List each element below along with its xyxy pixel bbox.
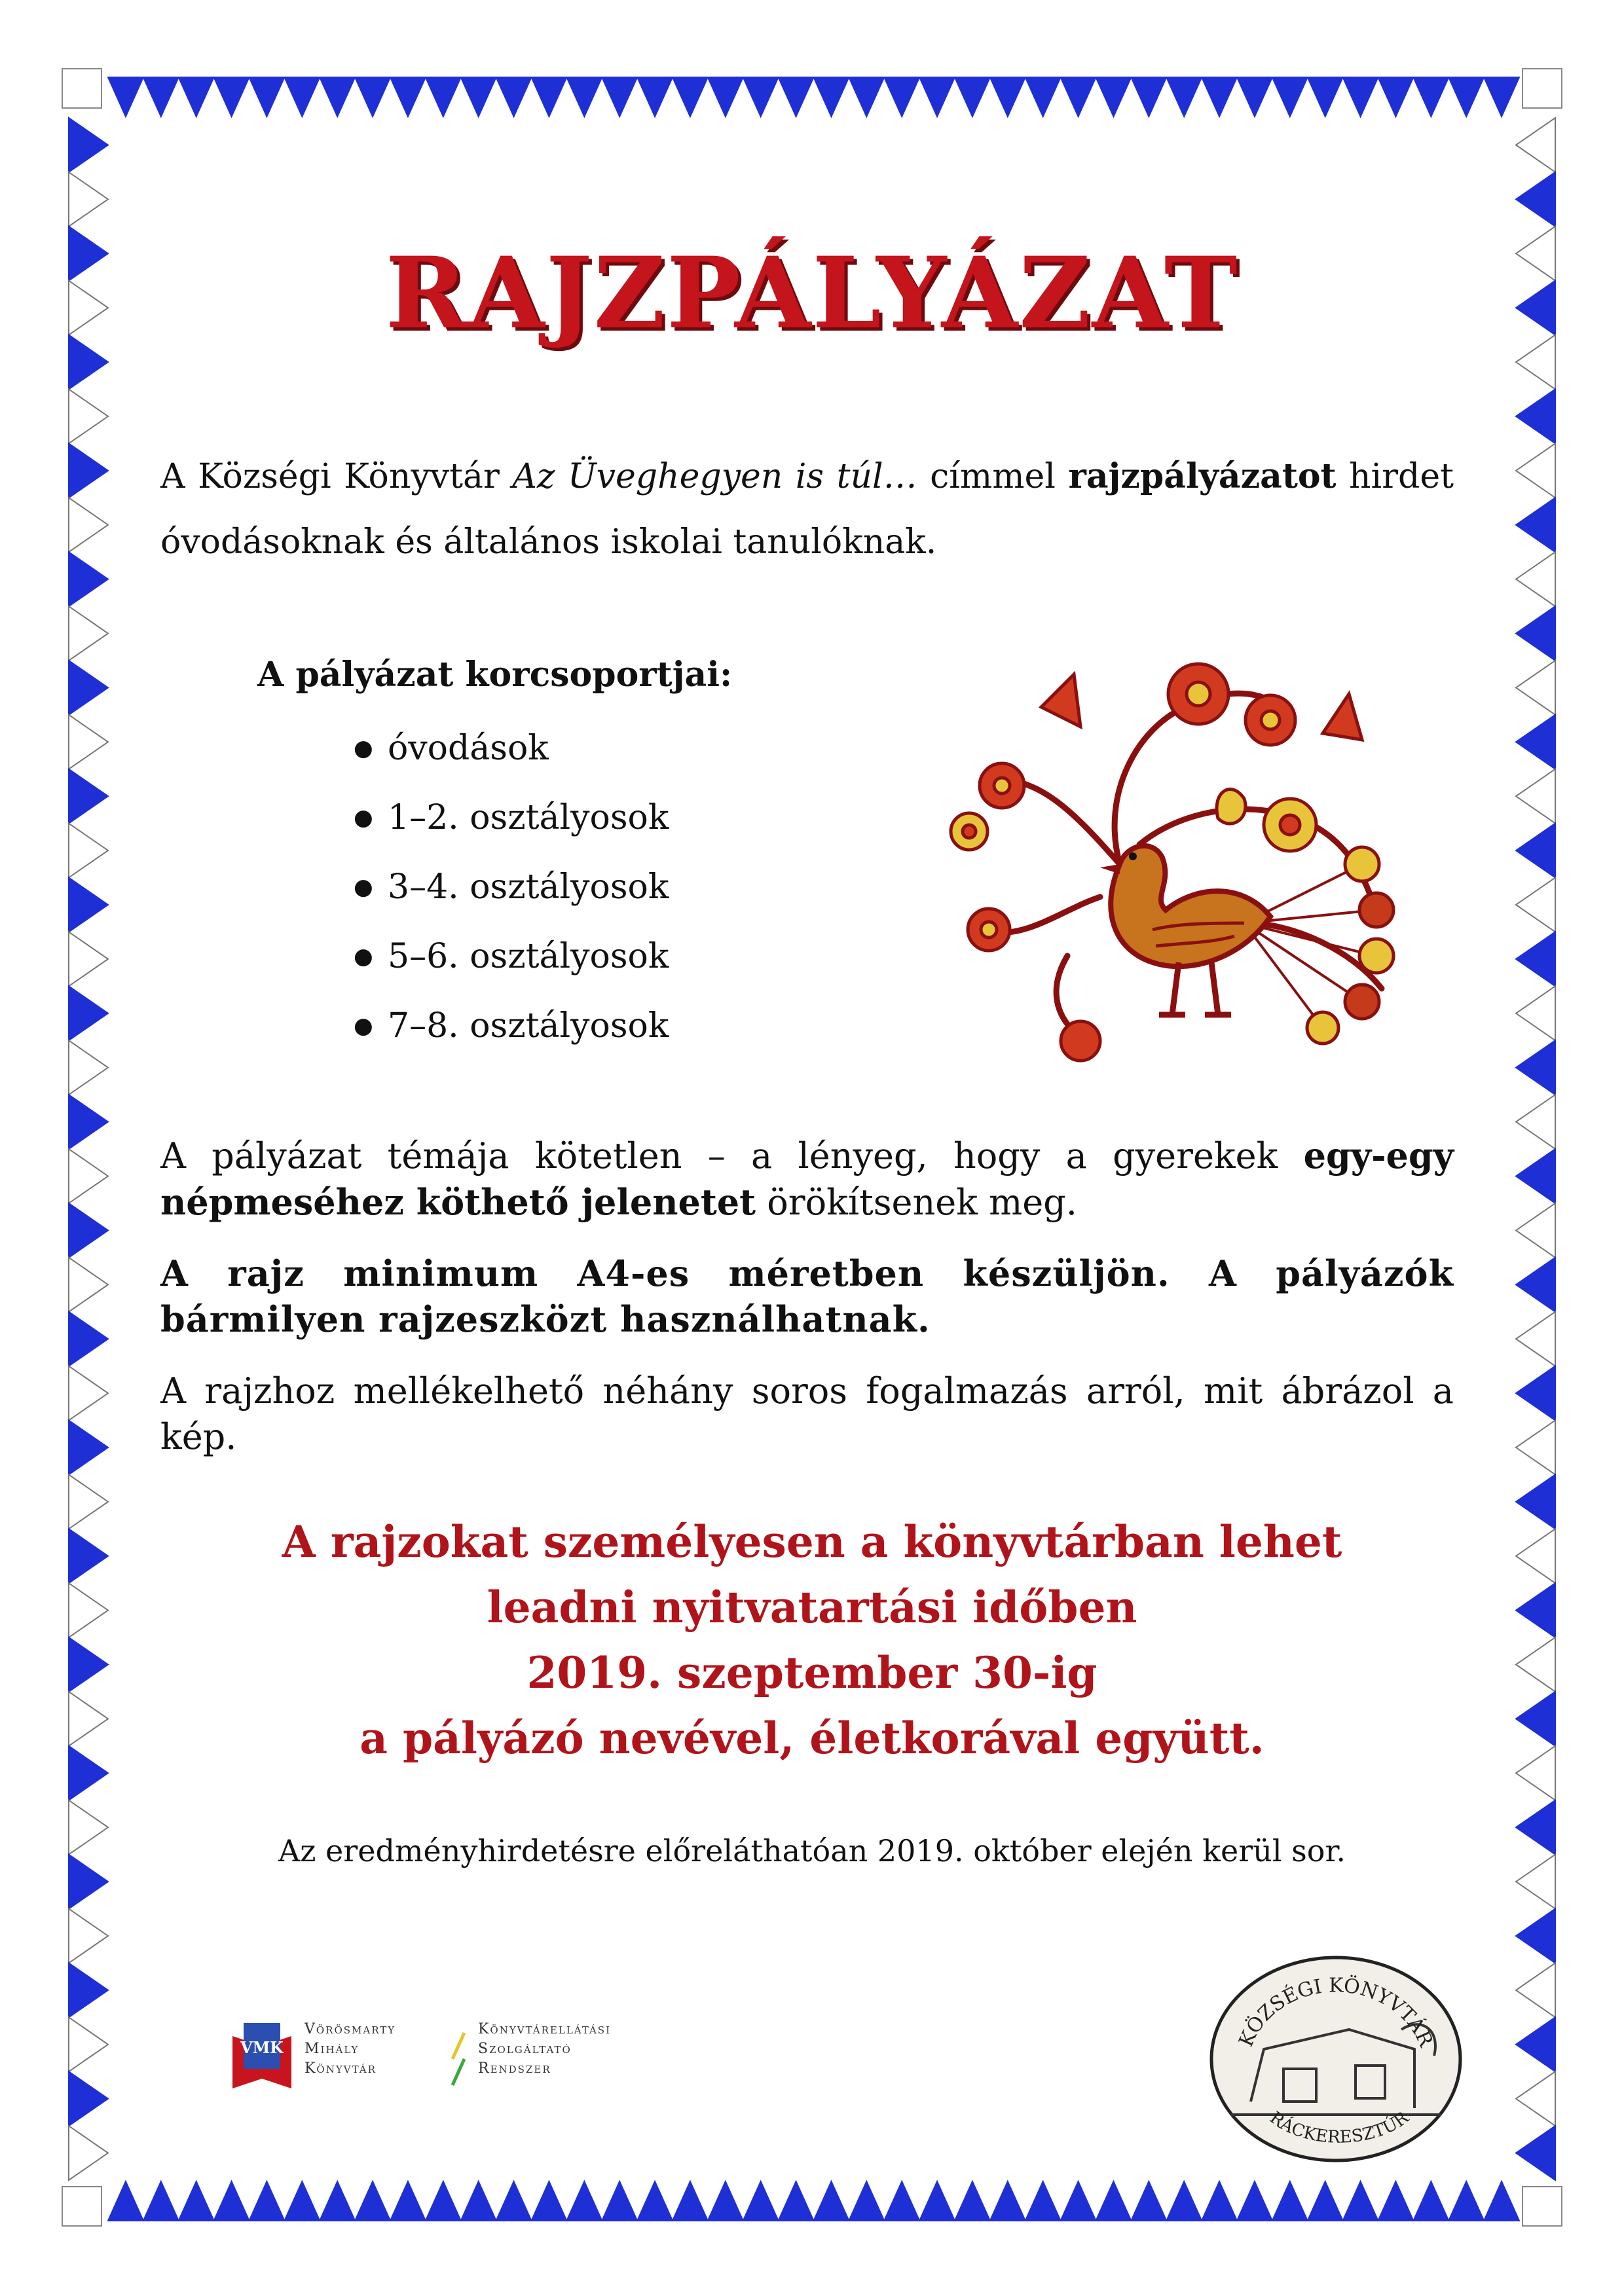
vmk-logo: VMK Vörösmarty Mihály Könyvtár Könyvtárellátási Szolgáltató Rendszer (229, 2003, 674, 2121)
border-triangle (1202, 77, 1237, 117)
border-triangle (69, 878, 108, 932)
border-triangle (69, 118, 108, 172)
border-triangle (108, 2181, 143, 2221)
border-triangle (496, 2181, 532, 2221)
border-triangle (69, 1420, 108, 1474)
border-triangle (532, 77, 567, 117)
border-triangle (1516, 769, 1555, 824)
border-triangle (602, 2181, 637, 2221)
border-triangle (1516, 1258, 1555, 1312)
border-triangle (1202, 2181, 1237, 2221)
border-triangle (1272, 77, 1308, 117)
border-triangle (884, 77, 919, 117)
border-triangle (108, 77, 143, 117)
border-triangle (1516, 1312, 1555, 1366)
border-triangle (1237, 2181, 1272, 2221)
age-groups-list (354, 714, 669, 1061)
results-note: Az eredményhirdetésre előreláthatóan 2019. október elején kerül sor. (278, 1833, 1346, 1868)
border-triangle (496, 77, 532, 117)
border-triangle (990, 2181, 1025, 2221)
border-triangle (1449, 2181, 1484, 2221)
border-triangle (1237, 77, 1272, 117)
border-triangle (743, 2181, 779, 2221)
border-triangle (143, 2181, 179, 2221)
border-triangle (1516, 1909, 1555, 1963)
border-triangle (214, 77, 249, 117)
border-triangle (1449, 77, 1484, 117)
border-triangle (69, 932, 108, 986)
theme-bold: egy-egy népmeséhez köthető jelenetet (160, 1135, 1454, 1223)
border-triangle (814, 77, 849, 117)
border-triangle (1096, 2181, 1132, 2221)
border-triangle (69, 1258, 108, 1312)
border-triangle (955, 77, 990, 117)
submission-notice (0, 1509, 1624, 1771)
theme-paragraph: A pályázat témája kötetlen – a lényeg, hogy a gyerekek egy-egy népmeséhez köthető jelenetet örökítsenek meg. (160, 1135, 1454, 1223)
border-triangle (69, 498, 108, 552)
border-triangle (1516, 715, 1555, 769)
border-triangle (1516, 1040, 1555, 1095)
border-triangle (602, 77, 637, 117)
border-triangle (249, 77, 285, 117)
border-triangle (1516, 932, 1555, 986)
border-triangle (1272, 2181, 1308, 2221)
border-triangle (461, 77, 496, 117)
border-triangle (708, 77, 743, 117)
border-triangle (69, 1909, 108, 1963)
intro-bold: rajzpályázatot (1068, 456, 1337, 496)
border-triangle (1343, 2181, 1378, 2221)
border-triangle (69, 172, 108, 227)
border-triangle (1131, 2181, 1166, 2221)
border-corner (62, 69, 101, 108)
border-triangle (461, 2181, 496, 2221)
border-triangle (320, 2181, 355, 2221)
library-seal (1205, 1951, 1467, 2167)
border-triangle (1516, 1366, 1555, 1421)
submission-line: leadni nyitvatartási időben (487, 1582, 1137, 1633)
border-triangle (69, 443, 108, 498)
border-triangle (1516, 118, 1555, 172)
border-triangle (1516, 443, 1555, 498)
vmk-mark: VMK (240, 2038, 284, 2057)
border-triangle (1516, 2126, 1555, 2180)
border-triangle (1166, 2181, 1202, 2221)
border-triangle (69, 824, 108, 878)
border-triangle (1516, 1149, 1555, 1203)
border-triangle (566, 77, 602, 117)
border-triangle (955, 2181, 990, 2221)
border-triangle (69, 1203, 108, 1258)
border-triangle (1131, 77, 1166, 117)
border-triangle (69, 1366, 108, 1421)
submission-line: a pályázó nevével, életkorával együtt. (360, 1713, 1264, 1764)
border-triangle (1061, 2181, 1096, 2221)
border-triangle (1516, 172, 1555, 227)
border-triangle (69, 1312, 108, 1366)
size-rule-paragraph: A rajz minimum A4-es méretben készüljön. A pályázók bármilyen rajzeszközt használhatnak. (160, 1252, 1454, 1340)
ksz-stripe-icon (449, 2030, 468, 2088)
border-triangle (814, 2181, 849, 2221)
border-triangle (919, 2181, 955, 2221)
border-triangle (69, 552, 108, 606)
vmk-book-icon (229, 2016, 295, 2095)
border-triangle (1516, 389, 1555, 443)
border-triangle (1516, 1203, 1555, 1258)
border-triangle (708, 2181, 743, 2221)
border-triangle (1516, 661, 1555, 715)
list-item: ● óvodások (354, 714, 669, 783)
border-triangle (214, 2181, 249, 2221)
border-triangle (637, 77, 673, 117)
border-triangle (566, 2181, 602, 2221)
age-groups-heading: A pályázat korcsoportjai: (257, 655, 733, 695)
border-triangle (179, 77, 214, 117)
border-triangle (69, 2071, 108, 2126)
border-triangle (779, 77, 814, 117)
submission-deadline: 2019. szeptember 30-ig (526, 1647, 1098, 1698)
border-triangle (1378, 77, 1414, 117)
border-triangle (320, 77, 355, 117)
border-triangle (1484, 2181, 1519, 2221)
list-item: ● 3–4. osztályosok (354, 852, 669, 922)
border-triangle (1516, 606, 1555, 661)
border-triangle (69, 2126, 108, 2180)
border-triangle (1025, 77, 1061, 117)
border-triangle (69, 2017, 108, 2071)
border-triangle (1413, 77, 1449, 117)
border-triangle (143, 77, 179, 117)
border-triangle (1308, 2181, 1343, 2221)
border-triangle (69, 769, 108, 824)
border-triangle (1378, 2181, 1414, 2221)
border-triangle (884, 2181, 919, 2221)
border-triangle (69, 661, 108, 715)
border-triangle (426, 77, 461, 117)
border-triangle (69, 606, 108, 661)
border-triangle (1516, 824, 1555, 878)
border-triangle (1516, 1420, 1555, 1474)
folk-peacock-illustration (904, 648, 1428, 1067)
list-item: ● 5–6. osztályosok (354, 922, 669, 991)
border-triangle (1166, 77, 1202, 117)
border-triangle (69, 389, 108, 443)
border-triangle (1096, 77, 1132, 117)
border-triangle (426, 2181, 461, 2221)
border-triangle (673, 77, 708, 117)
border-triangle (390, 77, 426, 117)
border-triangle (1516, 1963, 1555, 2017)
border-triangle (1516, 498, 1555, 552)
border-triangle (249, 2181, 285, 2221)
border-triangle (69, 1963, 108, 2017)
border-triangle (1343, 77, 1378, 117)
submission-line: A rajzokat személyesen a könyvtárban lehet (282, 1516, 1342, 1567)
border-corner (1522, 69, 1562, 108)
border-triangle (355, 2181, 390, 2221)
border-triangle (532, 2181, 567, 2221)
border-triangle (1516, 552, 1555, 606)
border-triangle (1413, 2181, 1449, 2221)
border-triangle (1516, 878, 1555, 932)
border-corner (1522, 2187, 1562, 2226)
border-triangle (637, 2181, 673, 2221)
border-triangle (69, 1149, 108, 1203)
border-triangle (779, 2181, 814, 2221)
essay-paragraph: A rajzhoz mellékelhető néhány soros fogalmazás arról, mit ábrázol a kép. (160, 1370, 1454, 1457)
border-triangle (1308, 77, 1343, 117)
border-triangle (990, 77, 1025, 117)
border-triangle (284, 77, 320, 117)
list-item: ● 1–2. osztályosok (354, 783, 669, 852)
border-triangle (69, 1040, 108, 1095)
seal-bottom-text: RÁCKERESZTÚR (1266, 2107, 1412, 2147)
border-corner (62, 2187, 101, 2226)
border-triangle (1025, 2181, 1061, 2221)
intro-paragraph: A Községi Könyvtár Az Üveghegyen is túl… címmel rajzpályázatot hirdet óvodásoknak és általános iskolai tanulóknak. (160, 456, 1454, 562)
border-triangle (1516, 2071, 1555, 2126)
border-triangle (284, 2181, 320, 2221)
border-triangle (69, 715, 108, 769)
list-item: ● 7–8. osztályosok (354, 991, 669, 1061)
book-title: Az Üveghegyen is túl… (512, 457, 917, 496)
border-triangle (69, 1095, 108, 1149)
border-triangle (673, 2181, 708, 2221)
border-triangle (390, 2181, 426, 2221)
border-triangle (743, 77, 779, 117)
border-triangle (849, 77, 884, 117)
border-triangle (355, 77, 390, 117)
border-triangle (1516, 2017, 1555, 2071)
border-triangle (1061, 77, 1096, 117)
border-triangle (69, 986, 108, 1040)
border-triangle (1484, 77, 1519, 117)
border-triangle (1516, 986, 1555, 1040)
seal-top-text: KÖZSÉGI KÖNYVTÁR (1234, 1974, 1437, 2050)
border-triangle (1516, 1095, 1555, 1149)
page-title: RAJZPÁLYÁZAT (385, 236, 1239, 351)
border-triangle (849, 2181, 884, 2221)
border-triangle (179, 2181, 214, 2221)
border-triangle (919, 77, 955, 117)
